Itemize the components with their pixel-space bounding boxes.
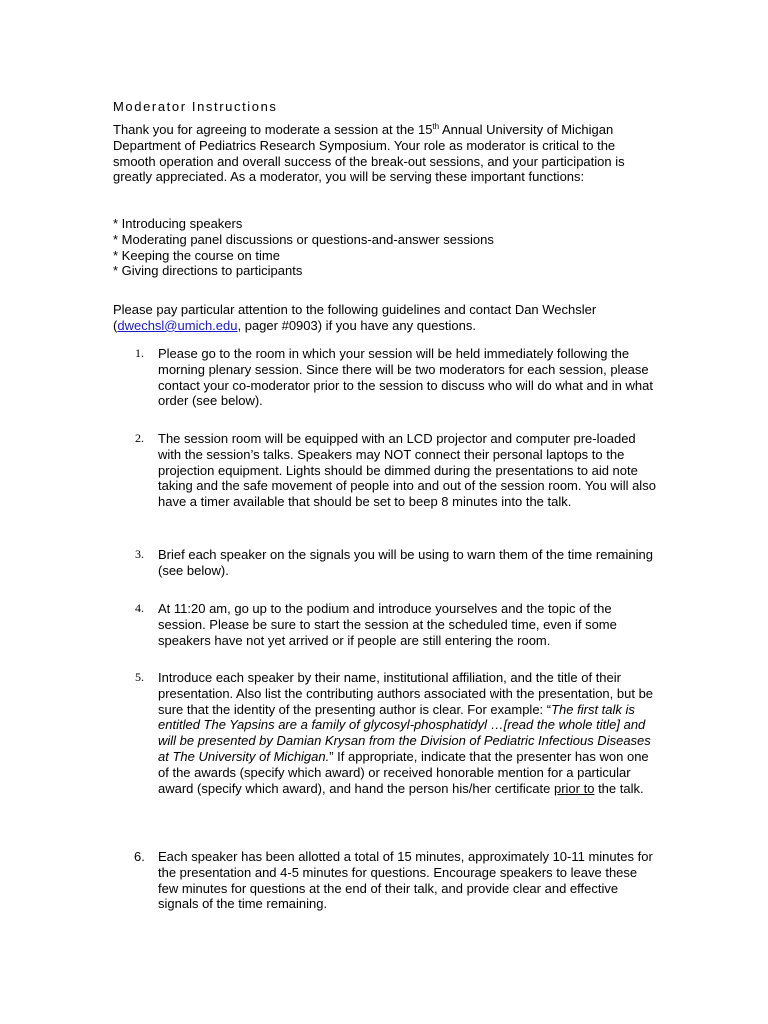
intro-text-2: Annual University of Michigan Department of Pediatrics Research Symposium. Your role as moderator is critical to the smooth operation and overall success of the break-out sessions, and your participation is greatly appreciated. As a moderator, you will be serving these important functions: bbox=[113, 122, 625, 185]
contact-email-link[interactable]: dwechsl@umich.edu bbox=[117, 317, 238, 333]
item-text bbox=[158, 670, 660, 796]
item-text: At 11:20 am, go up to the podium and introduce yourselves and the topic of the session. Please be sure to start the session at the scheduled time, even if some speakers have not yet arrived or if people are still entering the room. bbox=[158, 601, 617, 648]
document-title: Moderator Instructions bbox=[113, 99, 278, 114]
guidelines-intro-text-2: , pager #0903) if you have any questions. bbox=[237, 317, 476, 333]
item-text: Please go to the room in which your session will be held immediately following the morning plenary session. Since there will be two moderators for each session, please contact your co-moderator prior to the session to discuss who will do what and in what order (see below). bbox=[158, 346, 653, 409]
example-quote: The first talk is entitled The Yapsins are a family of glycosyl-phosphatidyl …[read the whole title] and will be presented by Damian Krysan from the Division of Pediatric Infectious Diseases at The University of Michigan. bbox=[158, 701, 651, 764]
emphasis-underline: prior to bbox=[553, 780, 595, 796]
item-number: 1. bbox=[135, 346, 144, 360]
item-text: The session room will be equipped with an LCD projector and computer pre-loaded with the session’s talks. Speakers may NOT connect their personal laptops to the projection equipment. Lights should be dimmed during the presentations to aid note taking and the safe movement of people into and out of the session room. You will also have a timer available that should be set to beep 8 minutes into the talk. bbox=[158, 431, 656, 510]
intro-superscript: th bbox=[432, 122, 440, 131]
guideline-item-2 bbox=[135, 431, 660, 510]
guideline-item-5 bbox=[135, 670, 660, 796]
item-text: Brief each speaker on the signals you will be using to warn them of the time remaining (see below). bbox=[158, 547, 653, 578]
item-text-part: ” If appropriate, indicate that the presenter has won one of the awards (specify which award) or received honorable mention for a particular award (specify which award), and hand the person his/her certificate bbox=[158, 748, 649, 796]
guideline-item-1 bbox=[135, 346, 660, 409]
item-number: 4. bbox=[135, 601, 144, 615]
guideline-item-4 bbox=[135, 601, 660, 648]
guidelines-intro-paragraph bbox=[113, 302, 658, 334]
function-item: * Keeping the course on time bbox=[113, 247, 280, 263]
intro-text-1: Thank you for agreeing to moderate a session at the 15 bbox=[113, 122, 433, 137]
item-text-part: Introduce each speaker by their name, institutional affiliation, and the title of their presentation. Also list the contributing authors associated with the presentation, but be sure that the identity of the presenting author is clear. For example: “ bbox=[158, 670, 654, 717]
item-number: 2. bbox=[135, 431, 144, 445]
function-item: * Giving directions to participants bbox=[113, 263, 303, 279]
item-number: 6. bbox=[134, 849, 145, 864]
item-text-part: the talk. bbox=[594, 780, 644, 796]
item-number: 3. bbox=[135, 547, 144, 561]
function-item: * Moderating panel discussions or questions-and-answer sessions bbox=[113, 231, 494, 247]
intro-paragraph bbox=[113, 122, 658, 185]
functions-list bbox=[113, 216, 494, 279]
guideline-item-6 bbox=[135, 849, 660, 912]
function-item: * Introducing speakers bbox=[113, 216, 243, 231]
guidelines-intro-text-1: Please pay particular attention to the following guidelines and contact Dan Wechsler ( bbox=[113, 302, 597, 333]
guideline-item-3 bbox=[135, 547, 660, 579]
item-text: Each speaker has been allotted a total of 15 minutes, approximately 10-11 minutes for the presentation and 4-5 minutes for questions. Encourage speakers to leave these few minutes for questions at the end of their talk, and provide clear and effective signals of the time remaining. bbox=[158, 849, 653, 912]
item-number: 5. bbox=[135, 670, 144, 684]
